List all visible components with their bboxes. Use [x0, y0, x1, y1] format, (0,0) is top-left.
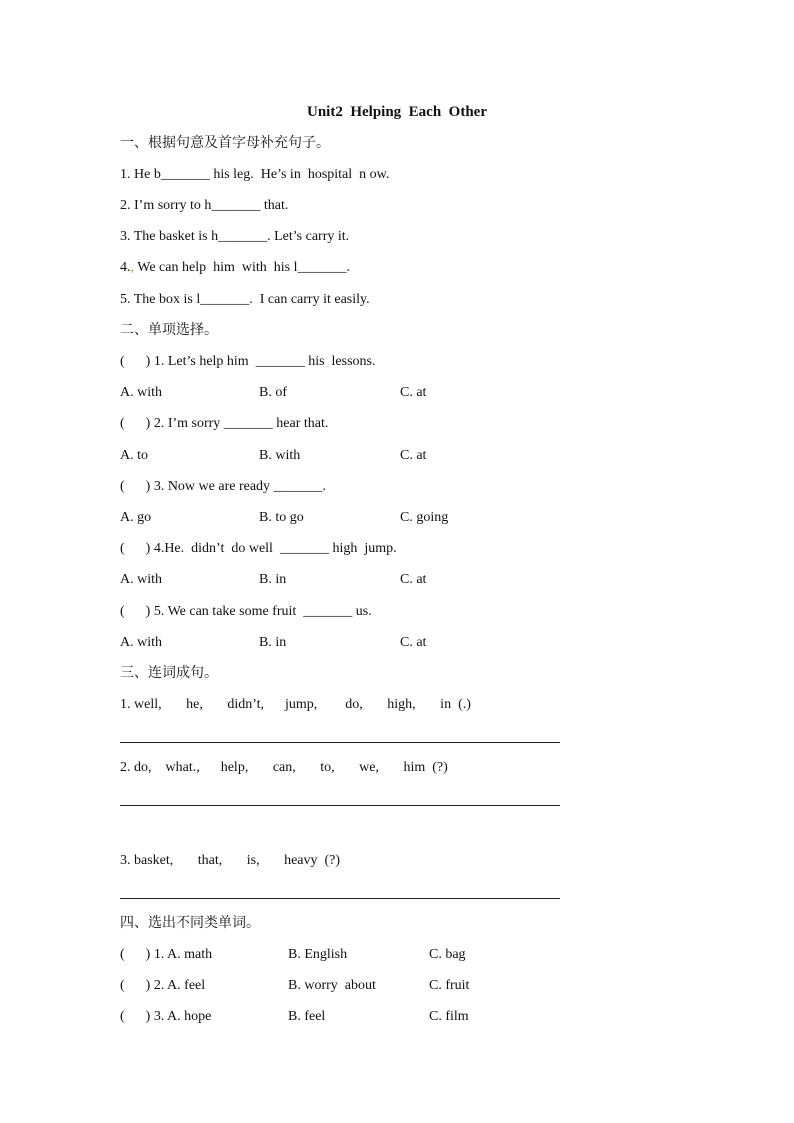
question-1-option-c: C. at	[400, 385, 427, 400]
section1-item-1: 1. He b_______ his leg. He’s in hospital n ow.	[120, 167, 390, 182]
question-5-option-b: B. in	[259, 635, 287, 650]
odd-one-out-1-c: C. bag	[429, 947, 466, 962]
question-4-stem: ( ) 4.He. didn’t do well _______ high jump.	[120, 541, 397, 556]
question-1-option-b: B. of	[259, 385, 287, 400]
section1-heading: 一、根据句意及首字母补充句子。	[120, 135, 330, 151]
question-2-stem: ( ) 2. I’m sorry _______ hear that.	[120, 416, 329, 431]
question-4-option-b: B. in	[259, 572, 287, 587]
section1-item-5: 5. The box is l_______. I can carry it easily.	[120, 292, 370, 307]
reorder-item-3: 3. basket, that, is, heavy (?)	[120, 853, 341, 868]
section4-heading: 四、选出不同类单词。	[120, 915, 260, 931]
question-1-stem: ( ) 1. Let’s help him _______ his lessons.	[120, 354, 376, 369]
reorder-item-2: 2. do, what., help, can, to, we, him (?)	[120, 760, 448, 775]
odd-one-out-2-c: C. fruit	[429, 978, 470, 993]
question-4-option-a: A. with	[120, 572, 162, 587]
answer-line-1[interactable]	[120, 742, 560, 743]
section1-item-3: 3. The basket is h_______. Let’s carry it.	[120, 229, 350, 244]
section1-item-4: 4., We can help him with his l_______.	[120, 260, 350, 275]
question-3-stem: ( ) 3. Now we are ready _______.	[120, 479, 327, 494]
reorder-item-1: 1. well, he, didn’t, jump, do, high, in (.)	[120, 697, 471, 712]
section1-item-2: 2. I’m sorry to h_______ that.	[120, 198, 289, 213]
question-4-option-c: C. at	[400, 572, 427, 587]
section1-item-4-number: 4.	[120, 260, 131, 275]
section3-heading: 三、连词成句。	[120, 665, 218, 681]
odd-one-out-3-b: B. feel	[288, 1009, 326, 1024]
section2-heading: 二、单项选择。	[120, 322, 218, 338]
answer-line-3[interactable]	[120, 898, 560, 899]
question-2-option-a: A. to	[120, 448, 148, 463]
answer-line-2[interactable]	[120, 805, 560, 806]
page-title: Unit2 Helping Each Other	[306, 104, 487, 120]
odd-one-out-3-a: ( ) 3. A. hope	[120, 1009, 212, 1024]
odd-one-out-2-b: B. worry about	[288, 978, 376, 993]
odd-one-out-3-c: C. film	[429, 1009, 469, 1024]
odd-one-out-2-a: ( ) 2. A. feel	[120, 978, 206, 993]
odd-one-out-1-b: B. English	[288, 947, 348, 962]
question-3-option-a: A. go	[120, 510, 152, 525]
question-5-option-a: A. with	[120, 635, 162, 650]
question-2-option-c: C. at	[400, 448, 427, 463]
section1-item-4-text: We can help him with his l_______.	[137, 260, 350, 275]
question-5-option-c: C. at	[400, 635, 427, 650]
question-2-option-b: B. with	[259, 448, 301, 463]
question-1-option-a: A. with	[120, 385, 162, 400]
odd-one-out-1-a: ( ) 1. A. math	[120, 947, 213, 962]
question-3-option-b: B. to go	[259, 510, 304, 525]
question-5-stem: ( ) 5. We can take some fruit _______ us.	[120, 604, 372, 619]
question-3-option-c: C. going	[400, 510, 449, 525]
